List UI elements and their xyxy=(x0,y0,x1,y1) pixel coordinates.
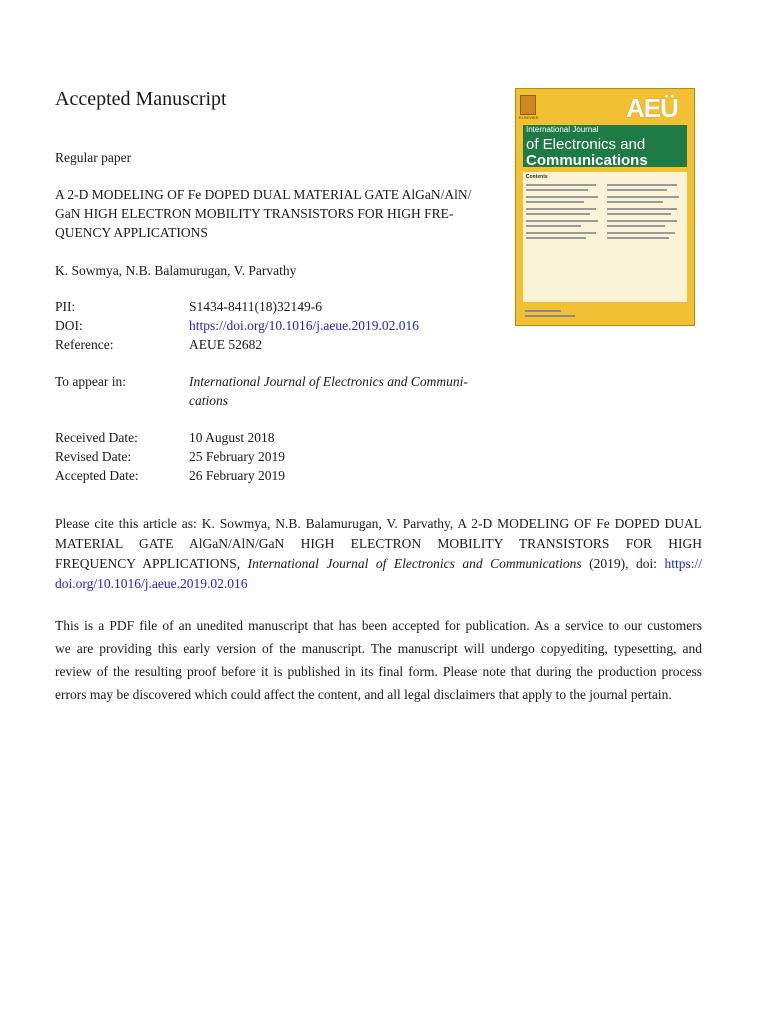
manuscript-notice xyxy=(55,614,702,706)
notice-line: we are providing this early version of the manuscript. The manuscript will undergo copyediting, typesetting, and xyxy=(55,641,702,656)
cover-brand: AEÜ xyxy=(626,93,678,123)
contents-entry-line xyxy=(526,220,598,222)
cover-subtitle: International Journal xyxy=(526,125,599,134)
contents-entry-line xyxy=(526,232,596,234)
contents-entry-line xyxy=(607,232,675,234)
notice-line: This is a PDF file of an unedited manuscript that has been accepted for publication. As a service to our customers xyxy=(55,618,702,633)
citation-line xyxy=(55,554,702,574)
notice-line: errors may be discovered which could affect the content, and all legal disclaimers that apply to the journal pertain. xyxy=(55,687,672,702)
appear-label: To appear in: xyxy=(55,374,127,389)
contents-entry-line xyxy=(607,213,671,215)
received-label: Received Date: xyxy=(55,430,138,445)
cover-contents-box xyxy=(523,172,687,302)
citation-line: Please cite this article as: K. Sowmya, N.B. Balamurugan, V. Parvathy, A 2-D MODELING OF Fe DOPED DUAL xyxy=(55,516,702,531)
contents-entry-line xyxy=(526,237,586,239)
doi-link[interactable]: https://doi.org/10.1016/j.aeue.2019.02.016 xyxy=(189,318,419,333)
citation-text: FREQUENCY APPLICATIONS, xyxy=(55,556,248,571)
title-line: A 2-D MODELING OF Fe DOPED DUAL MATERIAL GATE AlGaN/AlN/ xyxy=(55,187,472,202)
received-value: 10 August 2018 xyxy=(189,430,275,445)
cover-contents-label: Contents xyxy=(526,174,548,180)
citation-line xyxy=(55,574,702,594)
reference-value: AEUE 52682 xyxy=(189,337,263,352)
pii-label: PII: xyxy=(55,299,76,314)
paper-type: Regular paper xyxy=(55,150,132,165)
accepted-value: 26 February 2019 xyxy=(189,468,285,483)
citation-text: (2019), doi: xyxy=(581,556,665,571)
doi-label: DOI: xyxy=(55,318,83,333)
citation-journal: International Journal of Electronics and Communications xyxy=(247,556,582,571)
contents-entry-line xyxy=(607,196,679,198)
cover-title-line1: of Electronics and xyxy=(526,136,646,153)
authors: K. Sowmya, N.B. Balamurugan, V. Parvathy xyxy=(55,263,297,278)
contents-entry-line xyxy=(607,201,663,203)
notice-line: review of the resulting proof before it is published in its final form. Please note that during the production process xyxy=(55,664,702,679)
pii-value: S1434-8411(18)32149-6 xyxy=(189,299,322,314)
contents-entry-line xyxy=(526,184,596,186)
contents-entry-line xyxy=(526,213,590,215)
contents-entry-line xyxy=(526,201,584,203)
contents-entry-line xyxy=(526,225,581,227)
cover-publisher: ELSEVIER xyxy=(519,115,539,120)
accepted-label: Accepted Date: xyxy=(55,468,139,483)
contents-entry-line xyxy=(607,184,677,186)
journal-name-line2: cations xyxy=(189,393,228,408)
revised-label: Revised Date: xyxy=(55,449,132,464)
cover-footer-line xyxy=(525,310,561,312)
citation-line: MATERIAL GATE AlGaN/AlN/GaN HIGH ELECTRON MOBILITY TRANSISTORS FOR HIGH xyxy=(55,536,702,551)
contents-entry-line xyxy=(607,237,669,239)
cover-title-line2: Communications xyxy=(526,152,648,169)
contents-entry-line xyxy=(607,208,677,210)
journal-name-line1: International Journal of Electronics and Communi- xyxy=(189,374,468,389)
cover-footer-line xyxy=(525,315,575,317)
title-line: GaN HIGH ELECTRON MOBILITY TRANSISTORS FOR HIGH FRE- xyxy=(55,206,454,221)
reference-label: Reference: xyxy=(55,337,114,352)
contents-entry-line xyxy=(526,189,588,191)
page-heading: Accepted Manuscript xyxy=(55,88,227,110)
title-line: QUENCY APPLICATIONS xyxy=(55,225,208,240)
contents-entry-line xyxy=(526,196,598,198)
contents-entry-line xyxy=(607,225,665,227)
contents-entry-line xyxy=(607,220,677,222)
contents-entry-line xyxy=(607,189,667,191)
citation-doi-link-cont[interactable]: doi.org/10.1016/j.aeue.2019.02.016 xyxy=(55,576,248,591)
citation-paragraph xyxy=(55,514,702,594)
journal-cover-image xyxy=(515,88,695,326)
article-title xyxy=(55,185,510,242)
revised-value: 25 February 2019 xyxy=(189,449,285,464)
elsevier-logo-icon xyxy=(520,95,536,115)
contents-entry-line xyxy=(526,208,596,210)
citation-doi-link[interactable]: https:// xyxy=(664,556,702,571)
